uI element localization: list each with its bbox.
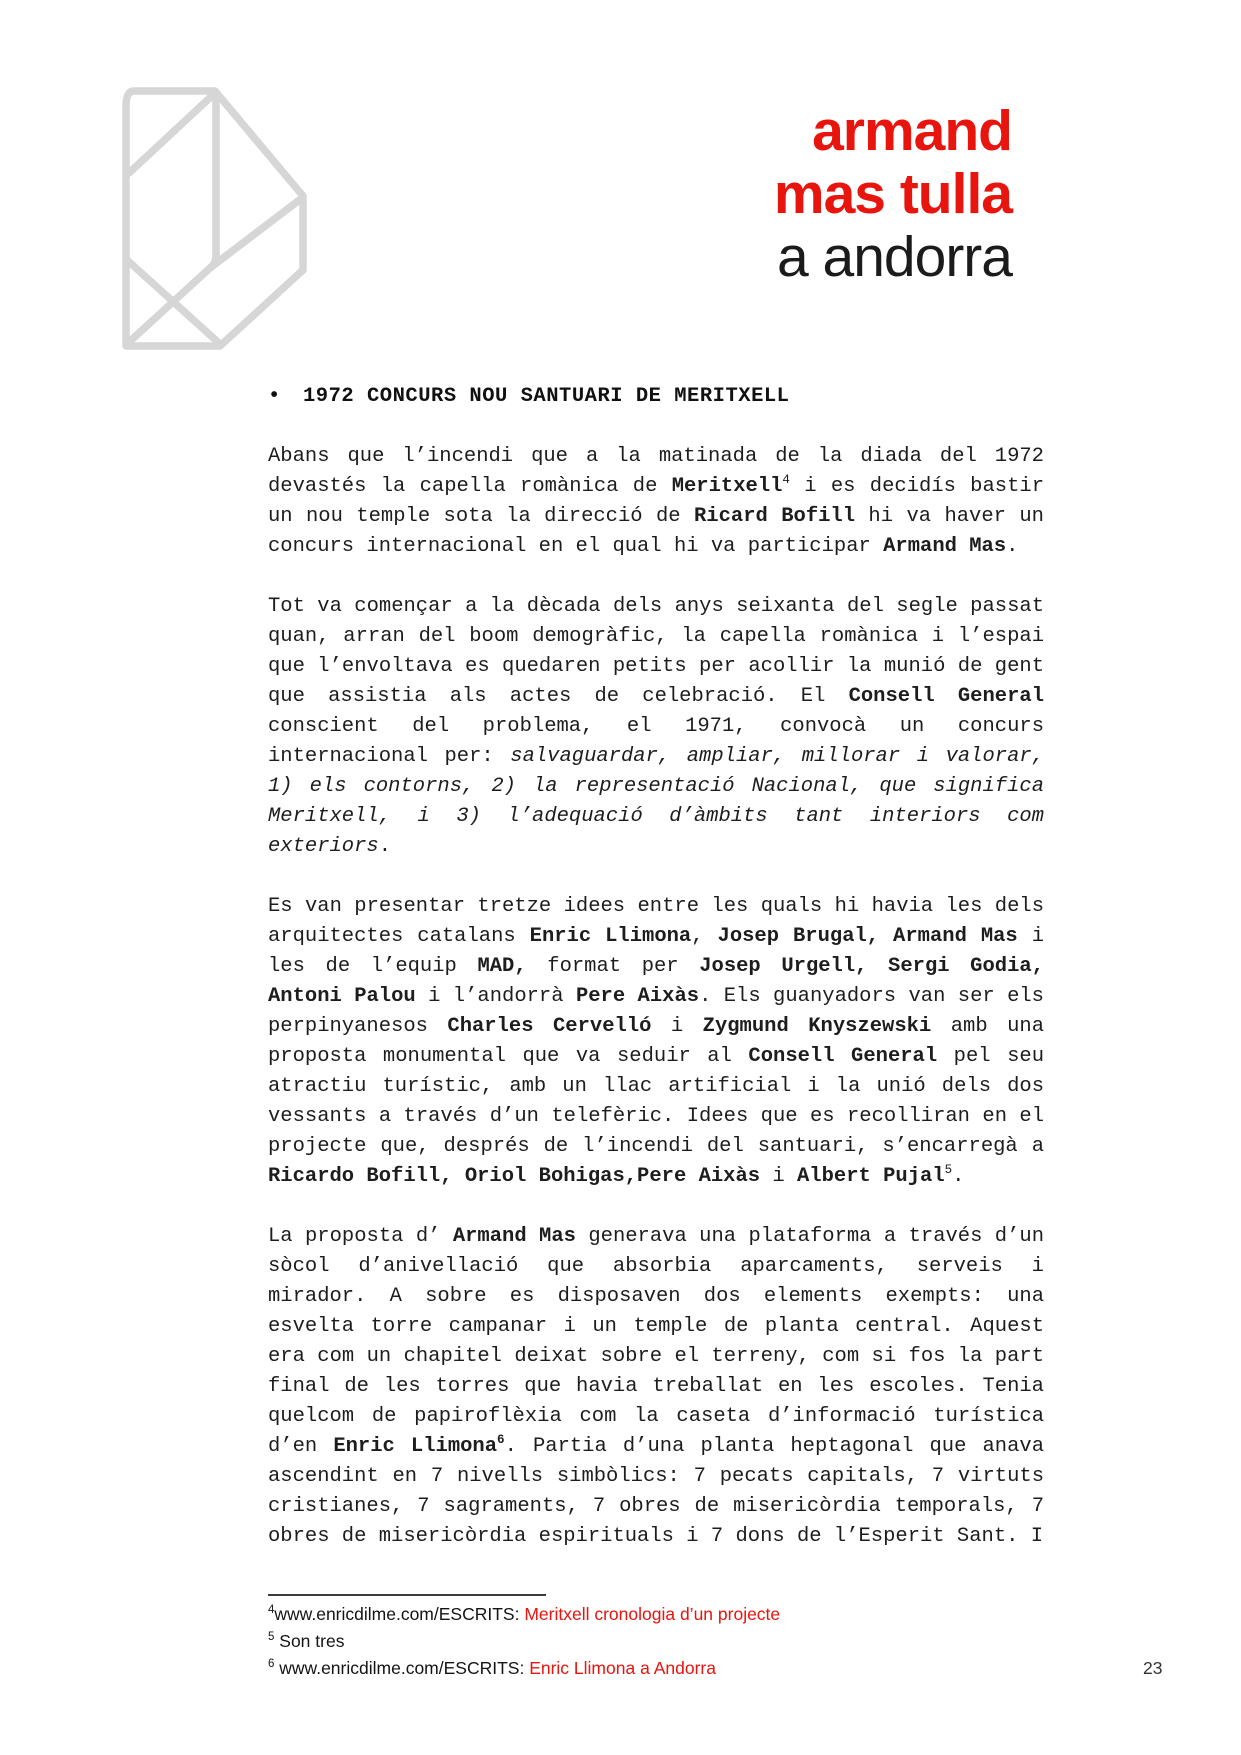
- text-segment: i: [651, 1015, 703, 1038]
- text-segment: Josep Urgell, Sergi Godia, Antoni Palou: [268, 955, 1044, 1008]
- footnote-4: [268, 1601, 888, 1628]
- text-segment: Ricard Bofill: [694, 505, 856, 528]
- text-segment: Josep Brugal, Armand Mas: [717, 925, 1018, 948]
- paragraph-3: [268, 892, 1044, 1192]
- text-segment: i: [760, 1165, 797, 1188]
- text-segment: Ricardo Bofill, Oriol Bohigas,Pere Aixàs: [268, 1165, 761, 1188]
- footnote-5: [268, 1628, 888, 1655]
- text-segment: amb una proposta monumental que va seduir al: [268, 1015, 1045, 1068]
- text-segment: format per: [526, 955, 700, 978]
- footnote-text-4: [274, 1604, 780, 1624]
- paragraph-2: [268, 592, 1044, 862]
- text-segment: Enric Llimona: [333, 1435, 498, 1458]
- text-segment: Abans que l’incendi que a la matinada de la diada del 1972 devastés la capella romànica de: [268, 445, 1044, 498]
- text-segment: .: [952, 1165, 965, 1188]
- text-segment: i l’andorrà: [415, 985, 576, 1008]
- text-segment: Charles Cervelló: [447, 1015, 652, 1038]
- text-segment: Enric Llimona: [529, 925, 692, 948]
- text-segment: www.enricdilme.com/ESCRITS:: [274, 1604, 525, 1624]
- logo-center-line: [210, 93, 216, 268]
- text-segment: MAD,: [477, 955, 527, 978]
- text-segment: 6: [497, 1433, 505, 1448]
- text-segment: Son tres: [274, 1631, 345, 1651]
- text-segment: Consell General: [748, 1045, 938, 1068]
- text-segment: Tot va començar a la dècada dels anys seixanta del segle passat quan, arran del boom demogràfic, la capella romànica i l’espai que l’envoltava es quedaren petits per acollir la munió de gent que assistia als actes de celebració. El: [268, 595, 1044, 708]
- paragraph-1: [268, 442, 1044, 562]
- text-segment: i es decidís bastir un nou temple sota la direcció de: [268, 475, 1044, 528]
- section-heading: [268, 382, 1044, 412]
- text-segment: .: [1006, 535, 1019, 558]
- text-segment: www.enricdilme.com/ESCRITS:: [274, 1658, 530, 1678]
- text-segment: 4: [782, 473, 790, 488]
- text-segment: Es van presentar tretze idees entre les quals hi havia les dels arquitectes catalans: [268, 895, 1044, 948]
- text-segment: . Partia d’una planta heptagonal que anava ascendint en 7 nivells simbòlics: 7 pecats capitals, 7 virtuts cristianes, 7 sagraments, 7 obres de misericòrdia temporals, 7 obres de misericòrdia espirituals i 7 dons de l’Esperit Sant. I: [268, 1435, 1045, 1548]
- logo-right-facet-line: [210, 198, 302, 268]
- footnote-marker-5: 5: [268, 1631, 275, 1644]
- text-segment: conscient del problema, el 1971, convocà un concurs internacional per:: [268, 715, 1044, 768]
- title-line-a-andorra: a andorra: [776, 225, 1012, 289]
- text-segment: hi va haver un concurs internacional en el qual hi va participar: [268, 505, 1044, 558]
- section-heading-text: 1972 CONCURS NOU SANTUARI DE MERITXELL: [303, 385, 790, 408]
- text-segment: .: [378, 835, 392, 858]
- title-line-armand: armand: [812, 99, 1012, 163]
- footnote-link-text[interactable]: Enric Llimona a Andorra: [529, 1658, 716, 1678]
- page-number: 23: [1143, 1658, 1163, 1678]
- footnote-separator: [268, 1594, 546, 1596]
- text-segment: La proposta d’: [268, 1225, 453, 1248]
- title-line-mas-tulla: mas tulla: [773, 162, 1012, 226]
- body-content: [268, 382, 1044, 1582]
- text-segment: Zygmund Knyszewski: [702, 1015, 932, 1038]
- bullet-icon: •: [268, 385, 281, 408]
- paragraph-4: [268, 1222, 1044, 1552]
- text-segment: Armand Mas: [452, 1225, 576, 1248]
- text-segment: Armand Mas: [883, 535, 1007, 558]
- document-title: [774, 100, 1012, 289]
- publisher-logo: [112, 85, 312, 357]
- footnote-marker-4: 4: [268, 1604, 275, 1617]
- text-segment: Pere Aixàs: [575, 985, 700, 1008]
- logo-fold-line: [129, 93, 215, 173]
- text-segment: Meritxell: [671, 475, 783, 498]
- logo-cross-line-2: [127, 268, 210, 344]
- text-segment: generava una plataforma a través d’un sòcol d’anivellació que absorbia aparcaments, serveis i mirador. A sobre es disposaven dos elements exempts: una esvelta torre campanar i un temple de planta central. Aquest era com un chapitel deixat sobre el terreny, com si fos la part final de les torres que havia treballat en les escoles. Tenia quelcom de papiroflèxia com la caseta d’informació turística d’en: [268, 1225, 1045, 1458]
- footnote-6: [268, 1655, 888, 1682]
- footnote-link-text[interactable]: Meritxell cronologia d’un projecte: [524, 1604, 781, 1624]
- footnotes: [268, 1594, 888, 1682]
- footnote-text-6: [274, 1658, 716, 1678]
- text-segment: salvaguardar, ampliar, millorar i valorar, 1) els contorns, 2) la representació Nacional, que significa Meritxell, i 3) l’adequació d’àmbits tant interiors com exteriors: [268, 745, 1044, 858]
- footnote-marker-6: 6: [268, 1658, 275, 1671]
- text-segment: 5: [944, 1163, 953, 1178]
- text-segment: Consell General: [848, 685, 1044, 708]
- footnote-text-5: [274, 1631, 344, 1651]
- text-segment: Albert Pujal: [797, 1165, 945, 1188]
- text-segment: pel seu atractiu turístic, amb un llac artificial i la unió dels dos vessants a través d’un telefèric. Idees que es recolliran en el projecte que, després de l’incendi del santuari, s’encarregà a: [268, 1045, 1045, 1158]
- text-segment: ,: [691, 925, 718, 948]
- text-segment: i les de l’equip: [268, 925, 1044, 978]
- text-segment: . Els guanyadors van ser els perpinyanesos: [268, 985, 1044, 1038]
